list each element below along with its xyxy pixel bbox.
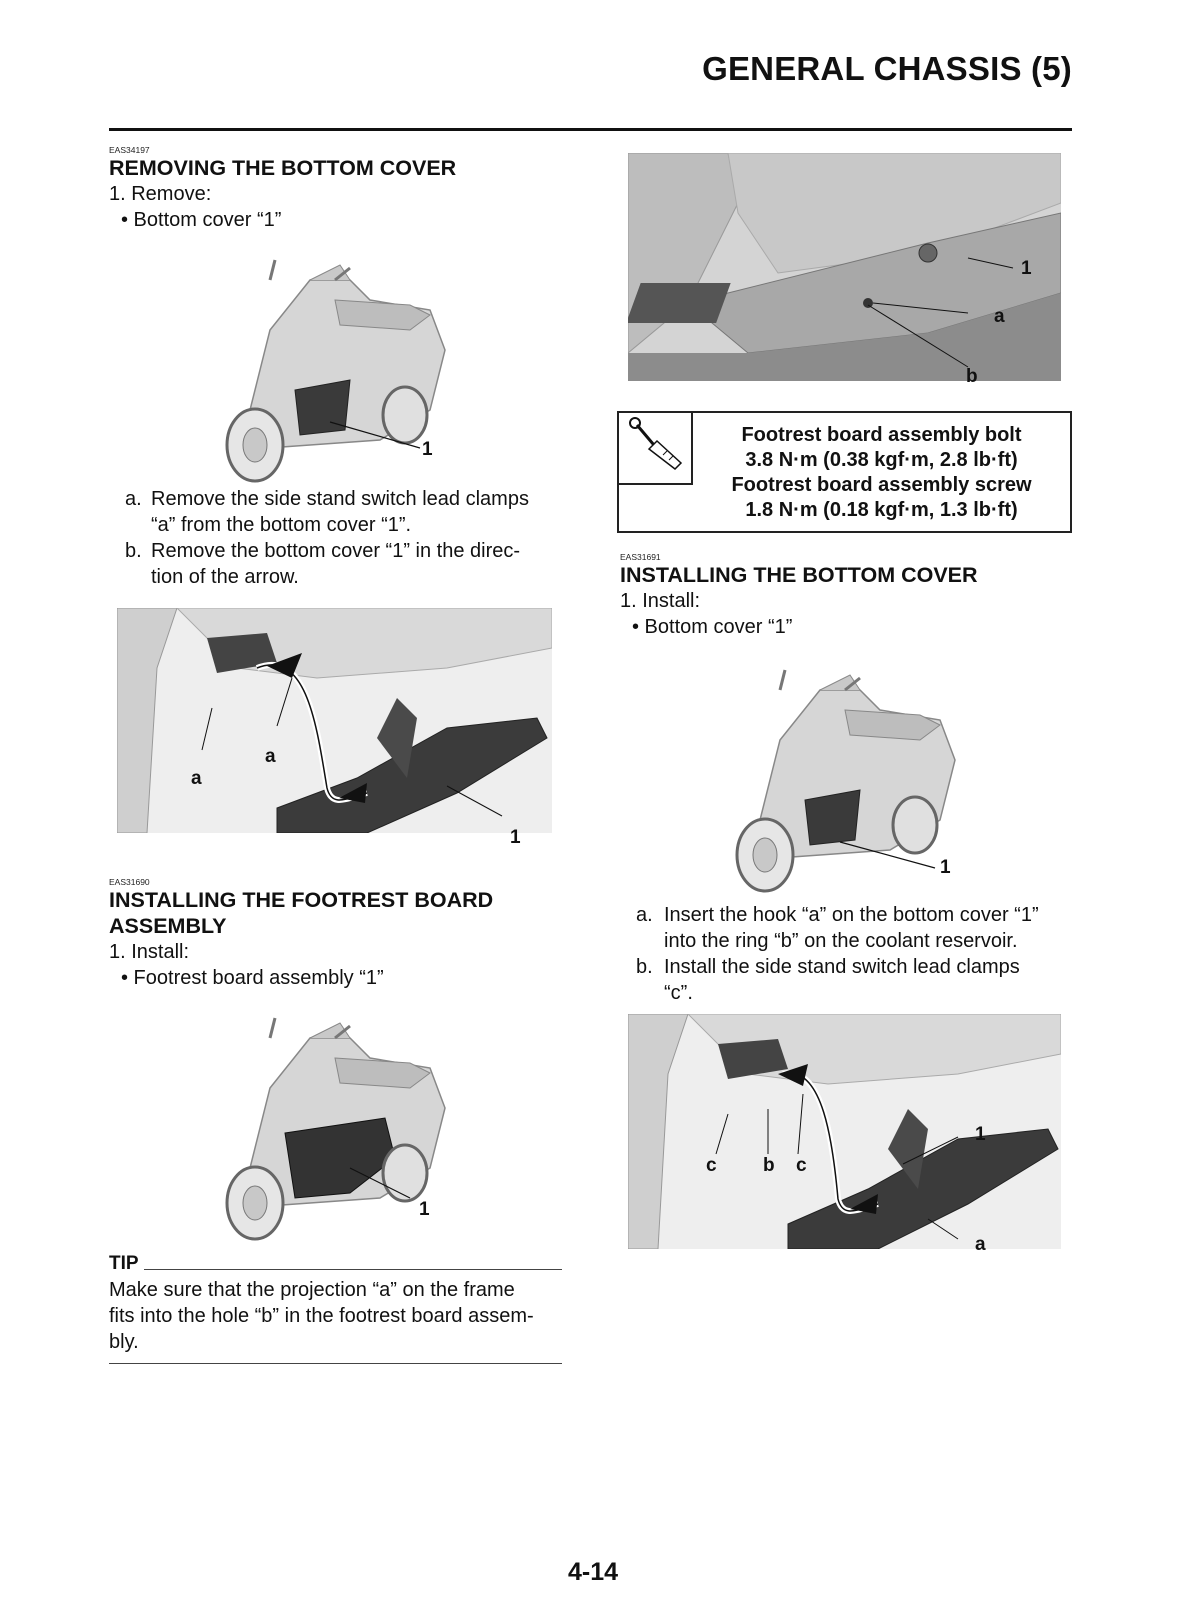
header-rule <box>109 128 1072 131</box>
torque-item-name: Footrest board assembly bolt <box>741 424 1022 446</box>
torque-value: 1.8 N·m (0.18 kgf·m, 1.3 lb·ft) <box>745 499 1018 521</box>
torque-spec-box <box>617 411 1072 533</box>
substep-text: “a” from the bottom cover “1”. <box>151 514 412 536</box>
substep-text: into the ring “b” on the coolant reservoir. <box>664 930 1018 952</box>
step-text: 1. Remove: <box>109 183 212 205</box>
scooter-illustration <box>200 240 460 490</box>
footrest-detail-figure <box>628 153 1061 381</box>
tip-text: Make sure that the projection “a” on the frame <box>109 1279 515 1301</box>
callout-a: a <box>975 1234 986 1255</box>
callout-b: b <box>966 366 978 387</box>
substep-letter: a. <box>125 488 142 510</box>
section-code: EAS31691 <box>620 552 661 562</box>
substep-text: “c”. <box>664 982 693 1004</box>
section-code: EAS31690 <box>109 877 150 887</box>
page-number: 4-14 <box>567 1558 619 1586</box>
callout-a: a <box>191 768 202 789</box>
tip-label: TIP <box>109 1253 139 1274</box>
page-title: GENERAL CHASSIS (5) <box>702 50 1072 87</box>
step-text: 1. Install: <box>620 590 701 612</box>
removal-detail-illustration <box>117 608 552 833</box>
substep-letter: b. <box>636 956 653 978</box>
step-text: 1. Install: <box>109 941 190 963</box>
scooter-figure <box>710 650 970 900</box>
substep-text: Install the side stand switch lead clamps <box>664 956 1020 978</box>
bullet-text: • Footrest board assembly “1” <box>121 967 384 989</box>
tip-text: bly. <box>109 1331 139 1353</box>
installation-detail-figure <box>628 1014 1061 1249</box>
callout-c: c <box>796 1155 807 1176</box>
callout-1: 1 <box>422 439 433 460</box>
section-heading: INSTALLING THE FOOTREST BOARD <box>109 888 494 912</box>
removal-detail-figure <box>117 608 552 833</box>
callout-a: a <box>994 306 1005 327</box>
substep-text: Remove the bottom cover “1” in the direc- <box>151 540 521 562</box>
tip-rule <box>144 1269 562 1270</box>
callout-1: 1 <box>419 1199 430 1220</box>
callout-1: 1 <box>1021 258 1032 279</box>
section-heading: ASSEMBLY <box>109 914 227 938</box>
torque-value: 3.8 N·m (0.38 kgf·m, 2.8 lb·ft) <box>745 449 1018 471</box>
bullet-text: • Bottom cover “1” <box>121 209 282 231</box>
bullet-text: • Bottom cover “1” <box>632 616 793 638</box>
scooter-illustration <box>710 650 970 900</box>
section-heading: REMOVING THE BOTTOM COVER <box>109 156 457 180</box>
callout-1: 1 <box>975 1124 986 1145</box>
footrest-detail-illustration <box>628 153 1061 381</box>
tip-text: fits into the hole “b” in the footrest board assem- <box>109 1305 534 1327</box>
callout-a: a <box>265 746 276 767</box>
callout-c: c <box>706 1155 717 1176</box>
substep-letter: b. <box>125 540 142 562</box>
tip-rule <box>109 1363 562 1364</box>
section-heading: INSTALLING THE BOTTOM COVER <box>620 563 978 587</box>
substep-text: Remove the side stand switch lead clamps <box>151 488 529 510</box>
substep-text: tion of the arrow. <box>151 566 299 588</box>
callout-1: 1 <box>940 857 951 878</box>
scooter-figure <box>200 240 460 490</box>
callout-1: 1 <box>510 827 521 848</box>
installation-detail-illustration <box>628 1014 1061 1249</box>
torque-spec-text <box>697 423 1066 523</box>
substep-text: Insert the hook “a” on the bottom cover “1” <box>664 904 1039 926</box>
callout-b: b <box>763 1155 775 1176</box>
torque-item-name: Footrest board assembly screw <box>731 474 1032 496</box>
substep-letter: a. <box>636 904 653 926</box>
torque-wrench-icon <box>617 411 693 485</box>
section-code: EAS34197 <box>109 145 150 155</box>
